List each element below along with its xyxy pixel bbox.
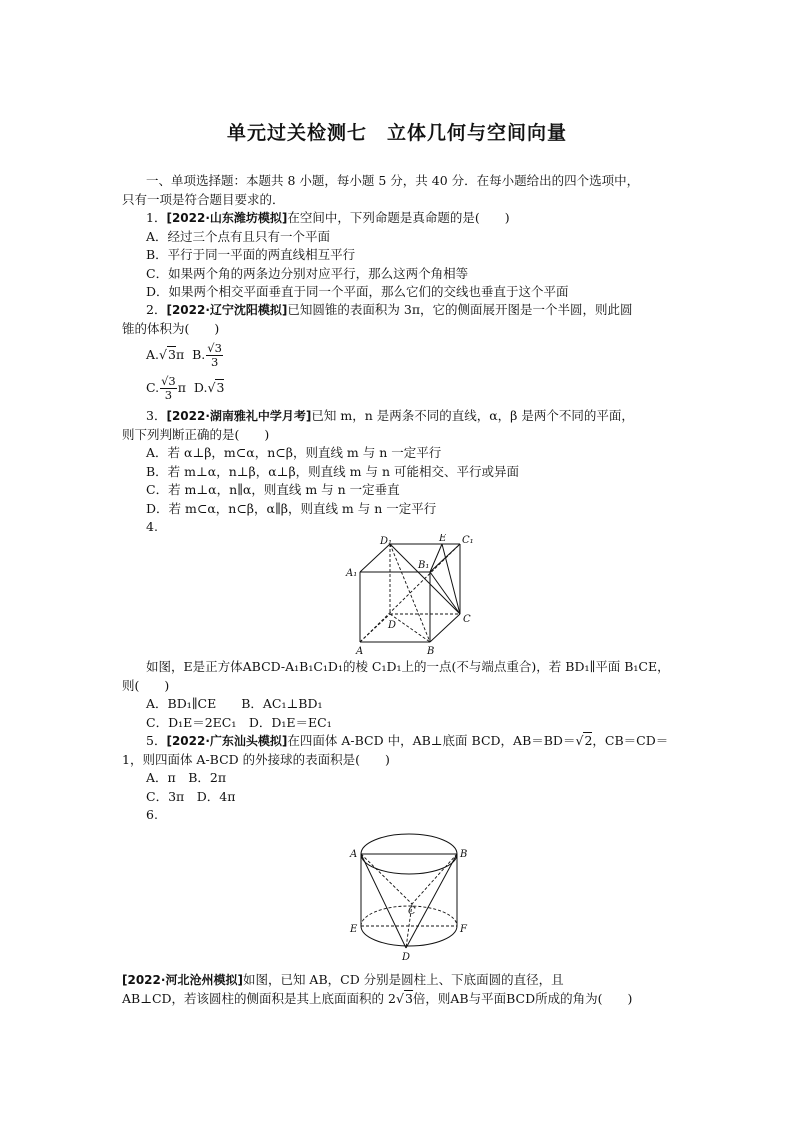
q2-option-a-label: A. — [146, 347, 160, 362]
q2-option-d-label: D. — [193, 380, 208, 395]
q1-option-d: D．如果两个相交平面垂直于同一个平面，那么它们的交线也垂直于这个平面 — [146, 284, 569, 299]
q3-stem-text: 已知 m，n 是两条不同的直线，α，β 是两个不同的平面， — [311, 408, 634, 423]
label-a: A — [350, 849, 358, 860]
question-4 — [122, 658, 682, 732]
q2-stem-text: 已知圆锥的表面积为 3π，它的侧面展开图是一个半圆，则此圆 — [287, 302, 633, 317]
q5-options-ab: A．π B．2π — [146, 770, 227, 785]
question-5 — [122, 732, 682, 806]
q4-options-cd: C．D₁E＝2EC₁ D．D₁E＝EC₁ — [146, 714, 332, 730]
q1-option-c: C．如果两个角的两条边分别对应平行，那么这两个角相等 — [146, 265, 469, 281]
q4-stem-line-1: 如图，E是正方体ABCD-A₁B₁C₁D₁的棱 C₁D₁上的一点(不与端点重合)，若 BD₁∥平面 B₁CE， — [146, 659, 670, 674]
label-e: E — [350, 924, 358, 935]
q4-number: 4. — [146, 519, 158, 534]
label-c1: C₁ — [462, 535, 474, 546]
q2-option-c-label: C. — [146, 380, 160, 395]
q2-number: 2． — [146, 302, 167, 317]
question-1 — [122, 209, 682, 302]
q3-option-d: D．若 m⊂α，n⊂β，α∥β，则直线 m 与 n 一定平行 — [146, 500, 437, 516]
label-c: C — [408, 906, 416, 917]
label-d: D — [402, 952, 411, 962]
label-b: B — [427, 646, 435, 657]
q2-option-b-label: B. — [192, 347, 206, 362]
q3-source: [2022·湖南雅礼中学月考] — [166, 409, 312, 423]
q1-option-b: B．平行于同一平面的两直线相互平行 — [146, 247, 356, 262]
q3-option-a: A．若 α⊥β，m⊂α，n⊂β，则直线 m 与 n 一定平行 — [146, 445, 442, 460]
label-d1: D₁ — [380, 536, 393, 547]
q2-option-d-value: √3 — [207, 380, 225, 395]
q1-option-a: A．经过三个点有且只有一个平面 — [146, 228, 331, 244]
label-f: F — [460, 924, 467, 935]
q4-stem-line-2: 则( ) — [122, 677, 170, 693]
q6-stem-line-1: [2022·河北沧州模拟]如图，已知 AB，CD 分别是圆柱上、下底面圆的直径，且 — [122, 972, 564, 987]
q6-source: [2022·河北沧州模拟] — [122, 973, 243, 987]
q6-sqrt-value: 3 — [404, 990, 413, 1006]
q6-stem-line-2: AB⊥CD，若该圆柱的侧面积是其上底面面积的 2√3倍，则AB与平面BCD所成的角为( ) — [122, 990, 633, 1006]
q2-options-cd: C. $\frac{√3}{3}$ π D.√3 — [146, 374, 225, 402]
q2-stem-line-2: 锥的体积为( ) — [122, 320, 220, 336]
label-b1: B₁ — [418, 560, 430, 571]
question-3 — [122, 407, 682, 518]
page-title: 单元过关检测七 立体几何与空间向量 — [226, 122, 567, 144]
q6-number: 6. — [146, 807, 158, 822]
label-c: C — [463, 614, 471, 625]
q1-source: [2022·山东潍坊模拟] — [166, 211, 288, 225]
q3-number: 3． — [146, 408, 167, 423]
label-a1: A₁ — [346, 568, 358, 579]
q5-stem-line-2: 1，则四面体 A-BCD 的外接球的表面积是( ) — [122, 751, 390, 767]
q3-stem-line-1 — [122, 407, 682, 426]
q1-number: 1． — [146, 210, 167, 225]
q5-options-cd: C．3π D．4π — [146, 788, 236, 804]
q4-options-ab: A．BD₁∥CE B．AC₁⊥BD₁ — [146, 696, 323, 711]
q5-number: 5． — [146, 733, 167, 748]
q3-option-c: C．若 m⊥α，n∥α，则直线 m 与 n 一定垂直 — [146, 482, 400, 497]
cylinder-figure — [345, 822, 475, 962]
q2-option-b-fraction: $\frac{√3}{3}$ — [207, 341, 222, 369]
question-6 — [122, 971, 682, 1008]
q3-option-b: B．若 m⊥α，n⊥β，α⊥β，则直线 m 与 n 可能相交、平行或异面 — [146, 463, 519, 479]
q1-stem-text: 在空间中，下列命题是真命题的是( ) — [287, 210, 510, 225]
q5-stem-line-1: 5．[2022·广东汕头模拟]在四面体 A-BCD 中，AB⊥底面 BCD，AB＝BD＝√2，CB＝CD＝ — [146, 733, 669, 748]
q1-stem — [122, 209, 682, 228]
q5-source: [2022·广东汕头模拟] — [166, 734, 288, 748]
q2-options-ab — [122, 342, 682, 369]
intro-line-2: 只有一项是符合题目要求的． — [122, 191, 285, 207]
cube-figure — [340, 534, 480, 658]
label-e: E — [439, 534, 447, 544]
q3-stem-line-2: 则下列判断正确的是( ) — [122, 426, 270, 442]
q2-stem-line-1 — [122, 301, 682, 320]
label-d: D — [388, 620, 397, 631]
label-b: B — [460, 849, 468, 860]
q2-option-c-fraction: $\frac{√3}{3}$ — [161, 374, 176, 402]
q5-sqrt-value: 2 — [584, 733, 593, 748]
q2-source: [2022·辽宁沈阳模拟] — [166, 303, 288, 317]
label-a: A — [356, 646, 364, 657]
intro-line-1: 一、单项选择题：本题共 8 小题，每小题 5 分，共 40 分．在每小题给出的四个选项中， — [146, 173, 640, 188]
section-intro — [122, 172, 682, 209]
question-2 — [122, 301, 682, 402]
q2-option-a-value: √3π — [159, 347, 185, 362]
